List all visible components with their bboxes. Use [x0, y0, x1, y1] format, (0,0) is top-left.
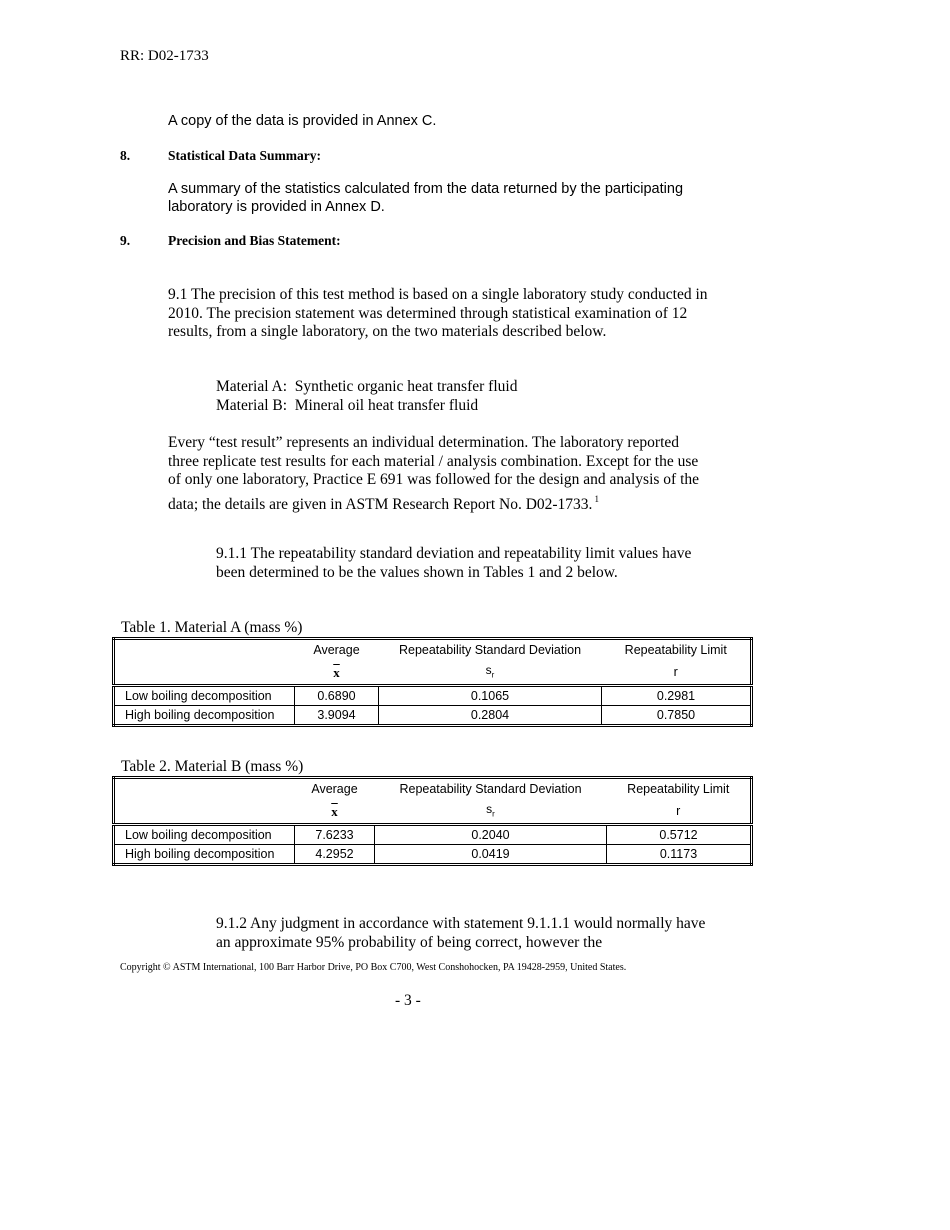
table-1-header-sd: Repeatability Standard Deviation [398, 643, 582, 657]
limit-cell: 0.5712 [607, 825, 752, 845]
annex-c-note: A copy of the data is provided in Annex C. [168, 113, 437, 129]
table-2-header-sd: Repeatability Standard Deviation [399, 782, 582, 796]
sd-cell: 0.2040 [375, 825, 607, 845]
table-1 [112, 637, 753, 727]
table-2-corner [114, 778, 295, 801]
table-row [114, 706, 752, 726]
x-bar-symbol: $\overline{x}$ [333, 664, 340, 680]
table-row [114, 825, 752, 845]
row-label: Low boiling decomposition [114, 686, 295, 706]
sd-cell: 0.0419 [375, 845, 607, 865]
limit-cell: 0.1173 [607, 845, 752, 865]
table-1-header-limit: Repeatability Limit [624, 643, 727, 657]
paragraph-9-1-1: 9.1.1 The repeatability standard deviation and repeatability limit values have been determined to be the values shown in Tables 1 and 2 below. [216, 545, 692, 581]
report-id-header: RR: D02-1733 [120, 48, 209, 64]
sd-cell: 0.2804 [379, 706, 602, 726]
limit-cell: 0.7850 [602, 706, 752, 726]
row-label: Low boiling decomposition [114, 825, 295, 845]
x-bar-symbol: $\overline{x}$ [331, 803, 338, 819]
material-b-line: Material B: Mineral oil heat transfer fluid [216, 397, 479, 414]
section-8-body: A summary of the statistics calculated from the data returned by the participating laboratory is provided in Annex D. [168, 181, 684, 215]
table-row [114, 845, 752, 865]
test-result-text: Every “test result” represents an individual determination. The laboratory reported three replicate test results for each material / analysis combination. Except for the use of only one laboratory, Practice E 691 was followed for the design and analysis of the data; the details are given in ASTM Research Report No. D02-1733. [168, 434, 700, 513]
page-number: - 3 - [395, 992, 421, 1009]
paragraph-9-1-2: 9.1.2 Any judgment in accordance with statement 9.1.1.1 would normally have an approximate 95% probability of being correct, however the [216, 915, 706, 951]
sr-symbol: $s_r$ [486, 802, 495, 819]
section-8-number: 8. [120, 148, 131, 163]
table-1-corner [114, 639, 295, 662]
section-8-title: Statistical Data Summary: [168, 148, 321, 163]
section-9-number: 9. [120, 233, 131, 248]
table-1-header-average: Average [313, 643, 360, 657]
copyright-footer: Copyright © ASTM International, 100 Barr Harbor Drive, PO Box C700, West Conshohocken, PA 19428-2959, United States. [120, 962, 627, 973]
footnote-reference: 1 [594, 493, 599, 504]
table-2-header-limit: Repeatability Limit [627, 782, 730, 796]
average-cell: 0.6890 [295, 686, 379, 706]
section-9-title: Precision and Bias Statement: [168, 233, 341, 248]
material-a-line: Material A: Synthetic organic heat transfer fluid [216, 378, 518, 395]
table-2-caption: Table 2. Material B (mass %) [121, 758, 304, 775]
row-label: High boiling decomposition [114, 845, 295, 865]
limit-cell: 0.2981 [602, 686, 752, 706]
table-2-header-average: Average [311, 782, 358, 796]
row-label: High boiling decomposition [114, 706, 295, 726]
sr-symbol: $s_r$ [485, 663, 495, 680]
average-cell: 3.9094 [295, 706, 379, 726]
average-cell: 7.6233 [295, 825, 375, 845]
average-cell: 4.2952 [295, 845, 375, 865]
r-symbol: r [676, 804, 681, 819]
sd-cell: 0.1065 [379, 686, 602, 706]
paragraph-9-1: 9.1 The precision of this test method is based on a single laboratory study conducted in 2010. The precision statement was determined through statistical examination of 12 results, from a single laboratory, on the two materials described below. [168, 286, 708, 340]
test-result-paragraph [168, 434, 713, 514]
r-symbol: r [673, 665, 678, 680]
table-2 [112, 776, 753, 866]
table-row [114, 686, 752, 706]
table-1-caption: Table 1. Material A (mass %) [121, 619, 303, 636]
